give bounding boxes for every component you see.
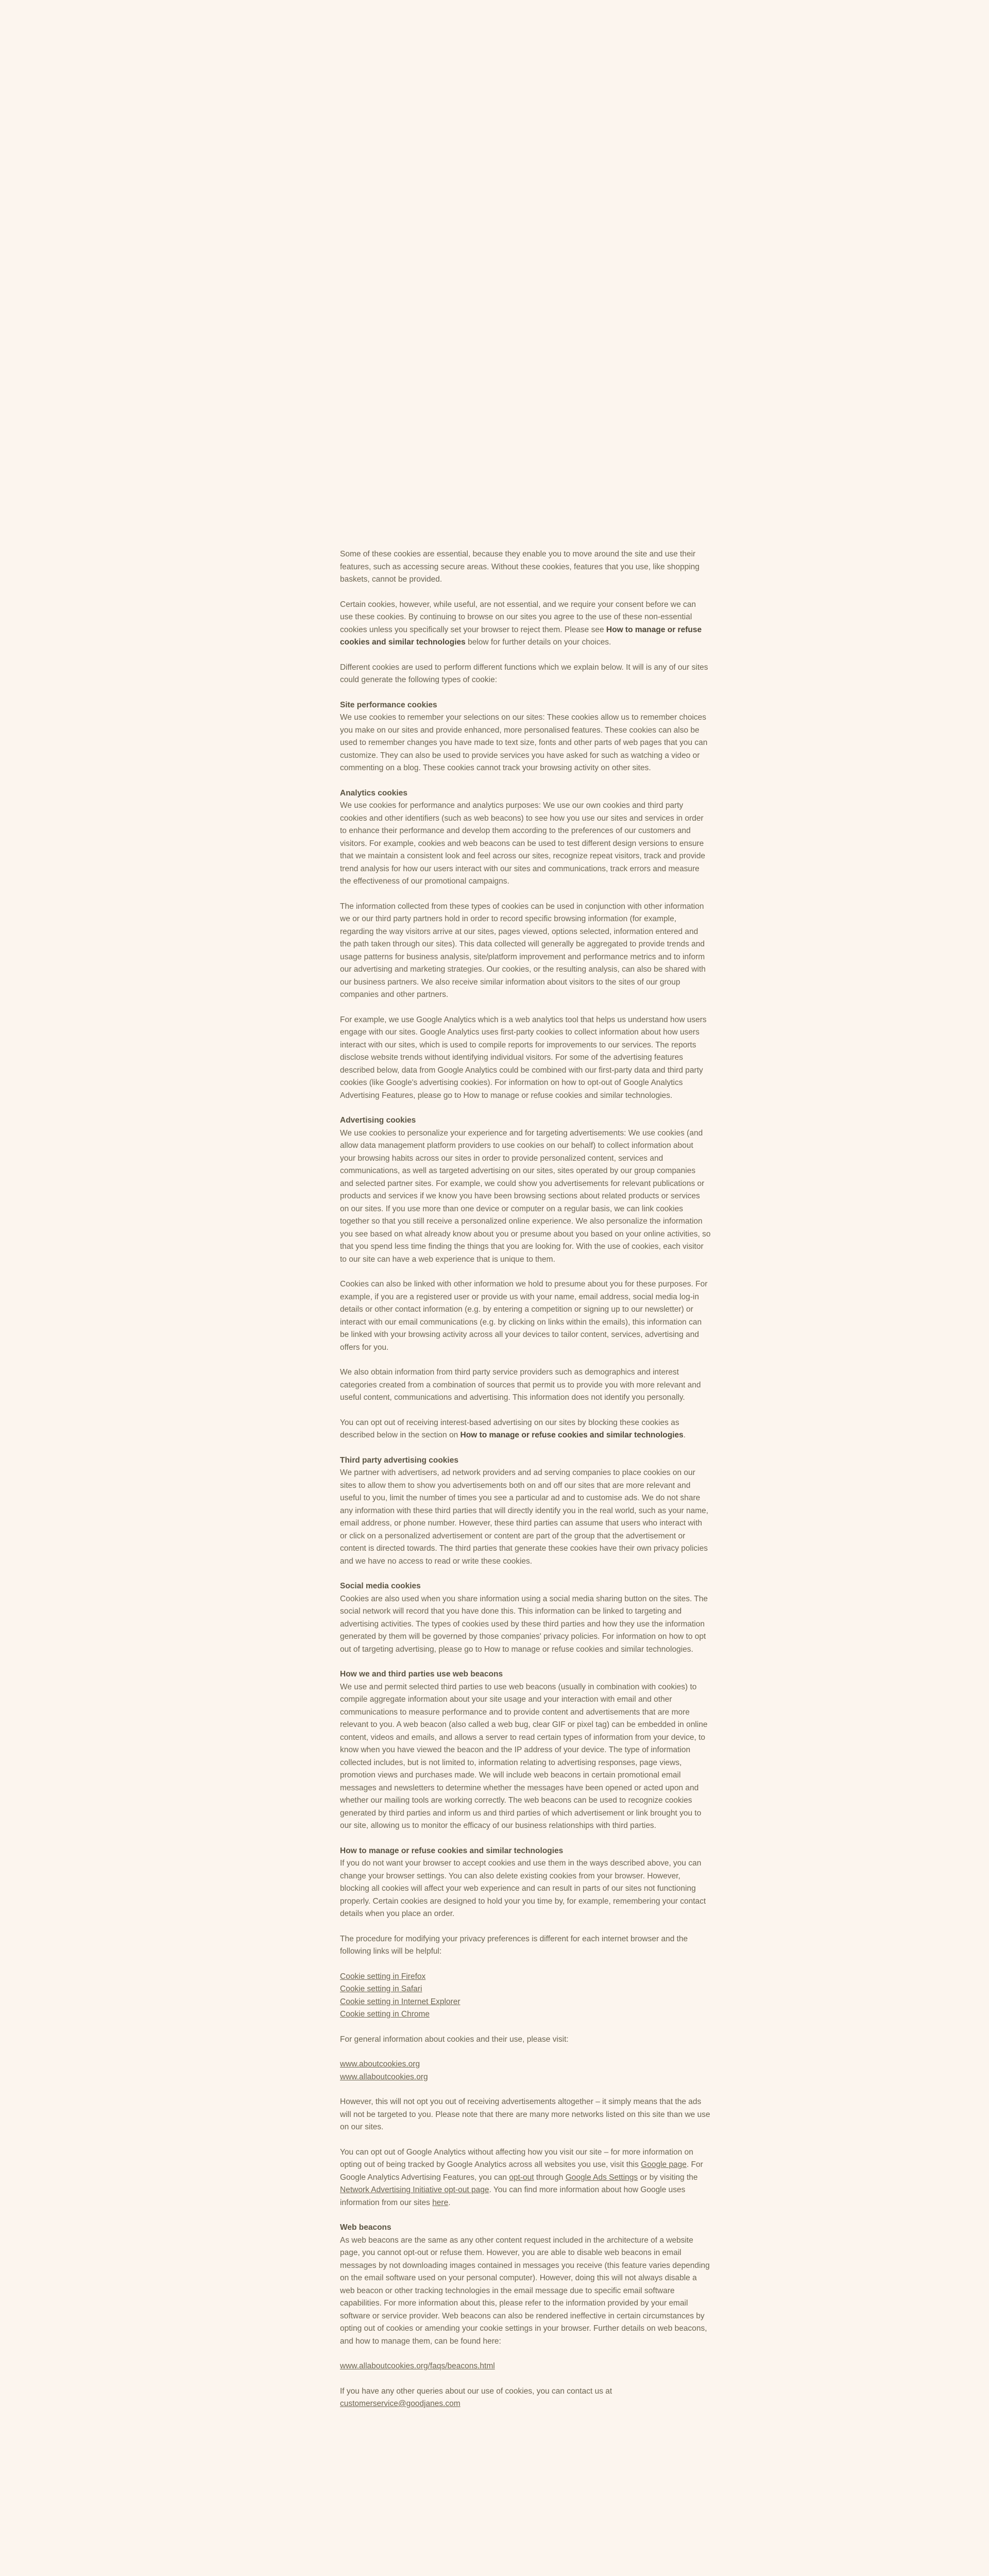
section-text bbox=[340, 2360, 711, 2373]
browser-links bbox=[340, 1971, 711, 2021]
section-text: For general information about cookies and their use, please visit: bbox=[340, 2035, 569, 2044]
firefox-cookie-link[interactable]: Cookie setting in Firefox bbox=[340, 1972, 426, 1981]
chrome-cookie-link[interactable]: Cookie setting in Chrome bbox=[340, 2010, 430, 2019]
section-title: Web beacons bbox=[340, 2223, 391, 2232]
section-title: Advertising cookies bbox=[340, 1116, 416, 1125]
section-text: Cookies are also used when you share information using a social media sharing button on the sites. The social network will record that you have done this. This information can be linked to targeting and advertising activities. The types of cookies used by these third parties and how they use the information generated by them will be governed by those companies' privacy policies. For information on how to opt out of targeting advertising, please go to How to manage or refuse cookies and similar technologies. bbox=[340, 1594, 708, 1654]
contact-email-link[interactable]: customerservice@goodjanes.com bbox=[340, 2399, 461, 2408]
cookie-policy-content bbox=[340, 548, 711, 2423]
section-title: Site performance cookies bbox=[340, 700, 437, 709]
manage-reference: How to manage or refuse cookies and similar technologies bbox=[340, 625, 702, 647]
safari-cookie-link[interactable]: Cookie setting in Safari bbox=[340, 1985, 422, 1993]
section-title: How we and third parties use web beacons bbox=[340, 1670, 503, 1679]
nai-optout-link[interactable]: Network Advertising Initiative opt-out page bbox=[340, 2185, 489, 2194]
section-text: You can opt out of Google Analytics without affecting how you visit our site – for more information on opting out of being tracked by Google Analytics across all websites you use, visit this Google page. For Google Analytics Advertising Features, you can opt-out through Google Ads Settings or by visiting the Network Advertising Initiative opt-out page. You can find more information about how Google uses information from our sites here. bbox=[340, 2147, 703, 2207]
section-text: We use and permit selected third parties to use web beacons (usually in combination with cookies) to compile aggregate information about your site usage and your interaction with email and other communications to measure performance and to provide content and advertisements that are more relevant to you. A web beacon (also called a web bug, clear GIF or pixel tag) can be embedded in online content, videos and emails, and allows a server to read certain types of information from your device, to know when you have viewed the beacon and the IP address of your device. The type of information collected includes, but is not limited to, information relating to advertising responses, page views, promotion views and purchases made. We will include web beacons in certain promotional email messages and newsletters to determine whether the messages have been opened or acted upon and whether our mailing tools are working correctly. The web beacons can be used to recognize cookies generated by third parties and inform us and third parties of which advertisement or link brought you to our site, allowing us to monitor the efficacy of our business relationships with third parties. bbox=[340, 1682, 708, 1830]
intro-paragraph: Some of these cookies are essential, because they enable you to move around the site and use their features, such as accessing secure areas. Without these cookies, features that you use, like shopping baskets, cannot be provided. bbox=[340, 550, 700, 584]
page-top-blank bbox=[0, 0, 989, 546]
section-text: You can opt out of receiving interest-based advertising on our sites by blocking these cookies as described below in the section on How to manage or refuse cookies and similar technologies. bbox=[340, 1418, 686, 1439]
google-page-link[interactable]: Google page bbox=[641, 2160, 687, 2169]
section-title: How to manage or refuse cookies and similar technologies bbox=[340, 1846, 564, 1855]
section-text: If you do not want your browser to accept cookies and use them in the ways described above, you can change your browser settings. You can also delete existing cookies from your browser. However, blocking all cookies will affect your web experience and can result in parts of our sites not functioning properly. Certain cookies are designed to hold your you time by, for example, remembering your contact details when you place an order. bbox=[340, 1859, 706, 1918]
section-title: Social media cookies bbox=[340, 1582, 421, 1590]
google-info-link[interactable]: here bbox=[432, 2198, 449, 2207]
info-links bbox=[340, 2058, 711, 2083]
contact-paragraph: If you have any other queries about our use of cookies, you can contact us at customerservice@goodjanes.com bbox=[340, 2386, 612, 2408]
google-optout-link[interactable]: opt-out bbox=[509, 2173, 534, 2182]
section-title: Analytics cookies bbox=[340, 788, 407, 798]
section-text: We use cookies for performance and analytics purposes: We use our own cookies and third party cookies and other identifiers (such as web beacons) to see how you use our sites and services in order to enhance their performance and develop them according to the preferences of our customers and visitors. For example, cookies and web beacons can be used to test different design versions to ensure that we maintain a consistent look and feel across our sites, recognize repeat visitors, track and provide trend analysis for how our users interact with our sites and communications, track errors and measure the effectiveness of our promotional campaigns. bbox=[340, 801, 706, 886]
section-text: We use cookies to personalize your experience and for targeting advertisements: We use cookies (and allow data management platform providers to use cookies on our behalf) to collect information about your browsing habits across our sites in order to provide personalized content, services and communications, as well as targeted advertising on our sites, sites operated by our group companies and selected partner sites. For example, we could show you advertisements for relevant publications or products and services if we know you have been browsing sections about related products or services on our sites. If you use more than one device or computer on a regular basis, we can link cookies together so that you still receive a personalized online experience. We also personalize the information you see based on what already know about you or presume about you based on your online activities, so that you spend less time finding the things that you are looking for. With the use of cookies, each visitor to our site can have a web experience that is unique to them. bbox=[340, 1128, 711, 1264]
section-text: We use cookies to remember your selections on our sites: These cookies allow us to remember choices you make on our sites and provide enhanced, more personalised features. These cookies can also be used to remember changes you have made to text size, fonts and other parts of web pages that you can customize. They can also be used to provide services you have asked for such as watching a video or commenting on a blog. These cookies cannot track your browsing activity on other sites. bbox=[340, 713, 708, 772]
section-text: The procedure for modifying your privacy preferences is different for each internet browser and the following links will be helpful: bbox=[340, 1934, 688, 1956]
manage-reference: How to manage or refuse cookies and similar technologies bbox=[460, 1431, 684, 1439]
section-text: The information collected from these types of cookies can be used in conjunction with other information we or our third party partners hold in order to record specific browsing information (for example, regarding the way visitors arrive at our sites, pages viewed, options selected, information entered and the path taken through our sites). This data collected will generally be aggregated to provide trends and usage patterns for business analysis, site/platform improvement and performance metrics and to inform our advertising and marketing strategies. Our cookies, or the resulting analysis, can also be shared with our business partners. We also receive similar information about visitors to the sites of our group companies and other partners. bbox=[340, 902, 706, 999]
intro-paragraph: Different cookies are used to perform different functions which we explain below. It will is any of our sites could generate the following types of cookie: bbox=[340, 663, 708, 684]
google-ads-settings-link[interactable]: Google Ads Settings bbox=[565, 2173, 638, 2182]
section-text: We partner with advertisers, ad network providers and ad serving companies to place cookies on our sites to allow them to show you advertisements both on and off our sites that are more relevant and useful to you, limit the number of times you see a particular ad and to customise ads. We do not share any information with these third parties that will directly identify you in the real world, such as your name, email address, or phone number. However, these third parties can assume that users who interact with or click on a personalized advertisement or content are part of the group that the advertisement or content is directed towards. The third parties that generate these cookies have their own privacy policies and we have no access to read or write these cookies. bbox=[340, 1468, 709, 1566]
section-text: As web beacons are the same as any other content request included in the architecture of a website page, you cannot opt-out or refuse them. However, you are able to disable web beacons in email messages by not downloading images contained in messages you receive (this feature varies depending on the email software used on your personal computer). However, doing this will not always disable a web beacon or other tracking technologies in the email message due to specific email software capabilities. For more information about this, please refer to the information provided by your email software or service provider. Web beacons can also be rendered ineffective in certain circumstances by opting out of cookies or amending your cookie settings in your browser. Further details on web beacons, and how to manage them, can be found here: bbox=[340, 2235, 710, 2346]
ie-cookie-link[interactable]: Cookie setting in Internet Explorer bbox=[340, 1997, 461, 2006]
beacons-link[interactable]: www.allaboutcookies.org/faqs/beacons.html bbox=[340, 2362, 495, 2370]
section-text: Cookies can also be linked with other information we hold to presume about you for these purposes. For example, if you are a registered user or provide us with your name, email address, social media log-in details or other contact information (e.g. by entering a competition or signing up to our newsletter) or interact with our email communications (e.g. by clicking on links within the emails), this information can be linked with your browsing activity across all your devices to tailor content, services, advertising and offers for you. bbox=[340, 1280, 708, 1352]
intro-paragraph: Certain cookies, however, while useful, are not essential, and we require your consent before we can use these cookies. By continuing to browse on our sites you agree to the use of these non-essential cookies unless you specifically set your browser to reject them. Please see How to manage or refuse cookies and similar technologies below for further details on your choices. bbox=[340, 600, 702, 647]
section-title: Third party advertising cookies bbox=[340, 1455, 458, 1465]
section-text: However, this will not opt you out of receiving advertisements altogether – it simply means that the ads will not be targeted to you. Please note that there are many more networks listed on this site than we use on our sites. bbox=[340, 2097, 710, 2131]
aboutcookies-link[interactable]: www.aboutcookies.org bbox=[340, 2060, 420, 2069]
section-text: We also obtain information from third party service providers such as demographics and interest categories created from a combination of sources that permit us to provide you with more relevant and useful content, communications and advertising. This information does not identify you personally. bbox=[340, 1368, 701, 1402]
section-text: For example, we use Google Analytics which is a web analytics tool that helps us understand how users engage with our sites. Google Analytics uses first-party cookies to collect information about how users interact with our sites, which is used to compile reports for improvements to our services. The reports disclose website trends without identifying individual visitors. For some of the advertising features described below, data from Google Analytics could be combined with our first-party data and third party cookies (like Google's advertising cookies). For information on how to opt-out of Google Analytics Advertising Features, please go to How to manage or refuse cookies and similar technologies. bbox=[340, 1015, 707, 1100]
allaboutcookies-link[interactable]: www.allaboutcookies.org bbox=[340, 2072, 428, 2081]
